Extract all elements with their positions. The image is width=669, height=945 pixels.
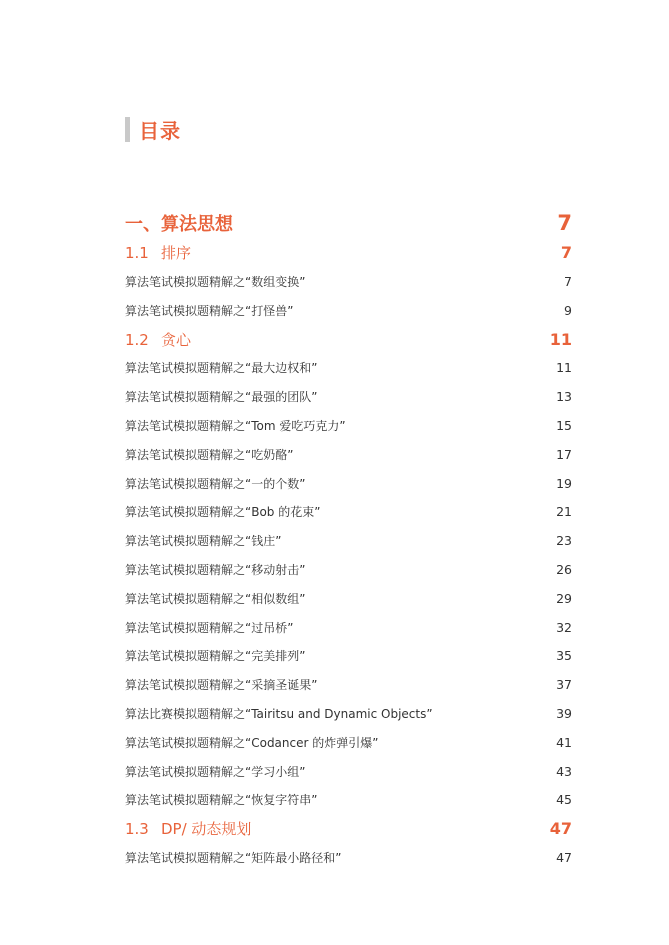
entry-page-number: 15 xyxy=(556,418,572,434)
entry-title: 算法笔试模拟题精解之“最强的团队” xyxy=(125,390,318,405)
section-title: DP/ 动态规划 xyxy=(161,820,252,839)
entry-page-number: 29 xyxy=(556,590,572,606)
entry-page-number: 47 xyxy=(556,850,572,866)
toc-entry-row[interactable] xyxy=(125,354,572,383)
entry-page-number: 32 xyxy=(556,619,572,635)
section-page-number: 7 xyxy=(560,243,572,262)
entry-page-number: 45 xyxy=(556,792,572,808)
entry-title: 算法比赛模拟题精解之“Tairitsu and Dynamic Objects” xyxy=(125,707,433,722)
toc-entry-row[interactable] xyxy=(125,843,572,872)
entry-title: 算法笔试模拟题精解之“Tom 爱吃巧克力” xyxy=(125,419,346,434)
section-number: 1.1 xyxy=(125,244,149,262)
entry-page-number: 19 xyxy=(556,475,572,491)
section-title: 贪心 xyxy=(161,330,192,349)
section-heading xyxy=(125,242,191,263)
toc-list xyxy=(125,208,572,872)
entry-page-number: 21 xyxy=(556,504,572,520)
toc-entry-row[interactable] xyxy=(125,699,572,728)
toc-entry-row[interactable] xyxy=(125,786,572,815)
toc-entry-row[interactable] xyxy=(125,267,572,296)
toc-section-row[interactable] xyxy=(125,325,572,354)
chapter-page-number: 7 xyxy=(557,211,572,235)
entry-title: 算法笔试模拟题精解之“完美排列” xyxy=(125,649,306,664)
section-title: 排序 xyxy=(161,244,192,262)
toc-chapter-row[interactable] xyxy=(125,208,572,238)
section-page-number: 47 xyxy=(549,819,572,839)
chapter-title: 一、算法思想 xyxy=(125,214,233,235)
entry-page-number: 37 xyxy=(556,677,572,693)
toc-entry-row[interactable] xyxy=(125,296,572,325)
entry-title: 算法笔试模拟题精解之“恢复字符串” xyxy=(125,793,318,808)
entry-title: 算法笔试模拟题精解之“一的个数” xyxy=(125,476,306,491)
toc-entry-row[interactable] xyxy=(125,670,572,699)
entry-page-number: 9 xyxy=(564,302,572,318)
entry-title: 算法笔试模拟题精解之“吃奶酪” xyxy=(125,447,294,462)
entry-page-number: 39 xyxy=(556,706,572,722)
entry-title: 算法笔试模拟题精解之“Bob 的花束” xyxy=(125,505,321,520)
toc-section-row[interactable] xyxy=(125,814,572,843)
section-heading xyxy=(125,329,191,350)
entry-title: 算法笔试模拟题精解之“Codancer 的炸弹引爆” xyxy=(125,735,379,750)
toc-section-row[interactable] xyxy=(125,238,572,267)
toc-entry-row[interactable] xyxy=(125,757,572,786)
toc-entry-row[interactable] xyxy=(125,526,572,555)
entry-title: 算法笔试模拟题精解之“打怪兽” xyxy=(125,303,294,318)
page-title: 目录 xyxy=(139,118,181,143)
entry-title: 算法笔试模拟题精解之“相似数组” xyxy=(125,591,306,606)
entry-page-number: 23 xyxy=(556,533,572,549)
toc-entry-row[interactable] xyxy=(125,728,572,757)
toc-header xyxy=(125,116,181,142)
entry-title: 算法笔试模拟题精解之“学习小组” xyxy=(125,764,306,779)
title-accent-bar xyxy=(125,117,130,142)
entry-title: 算法笔试模拟题精解之“钱庄” xyxy=(125,534,282,549)
entry-page-number: 13 xyxy=(556,389,572,405)
toc-entry-row[interactable] xyxy=(125,613,572,642)
entry-page-number: 43 xyxy=(556,763,572,779)
toc-entry-row[interactable] xyxy=(125,469,572,498)
entry-title: 算法笔试模拟题精解之“移动射击” xyxy=(125,563,306,578)
toc-entry-row[interactable] xyxy=(125,440,572,469)
section-page-number: 11 xyxy=(549,329,572,349)
entry-title: 算法笔试模拟题精解之“矩阵最小路径和” xyxy=(125,851,342,866)
section-number: 1.2 xyxy=(125,330,149,349)
entry-page-number: 17 xyxy=(556,446,572,462)
entry-page-number: 41 xyxy=(556,734,572,750)
toc-entry-row[interactable] xyxy=(125,382,572,411)
toc-entry-row[interactable] xyxy=(125,555,572,584)
entry-page-number: 26 xyxy=(556,562,572,578)
section-heading xyxy=(125,818,251,839)
toc-entry-row[interactable] xyxy=(125,498,572,527)
entry-title: 算法笔试模拟题精解之“最大边权和” xyxy=(125,361,318,376)
entry-page-number: 7 xyxy=(564,273,572,289)
entry-page-number: 35 xyxy=(556,648,572,664)
entry-title: 算法笔试模拟题精解之“过吊桥” xyxy=(125,620,294,635)
toc-entry-row[interactable] xyxy=(125,584,572,613)
section-number: 1.3 xyxy=(125,820,149,839)
entry-title: 算法笔试模拟题精解之“数组变换” xyxy=(125,274,306,289)
toc-entry-row[interactable] xyxy=(125,642,572,671)
toc-entry-row[interactable] xyxy=(125,411,572,440)
entry-page-number: 11 xyxy=(556,360,572,376)
entry-title: 算法笔试模拟题精解之“采摘圣诞果” xyxy=(125,678,318,693)
